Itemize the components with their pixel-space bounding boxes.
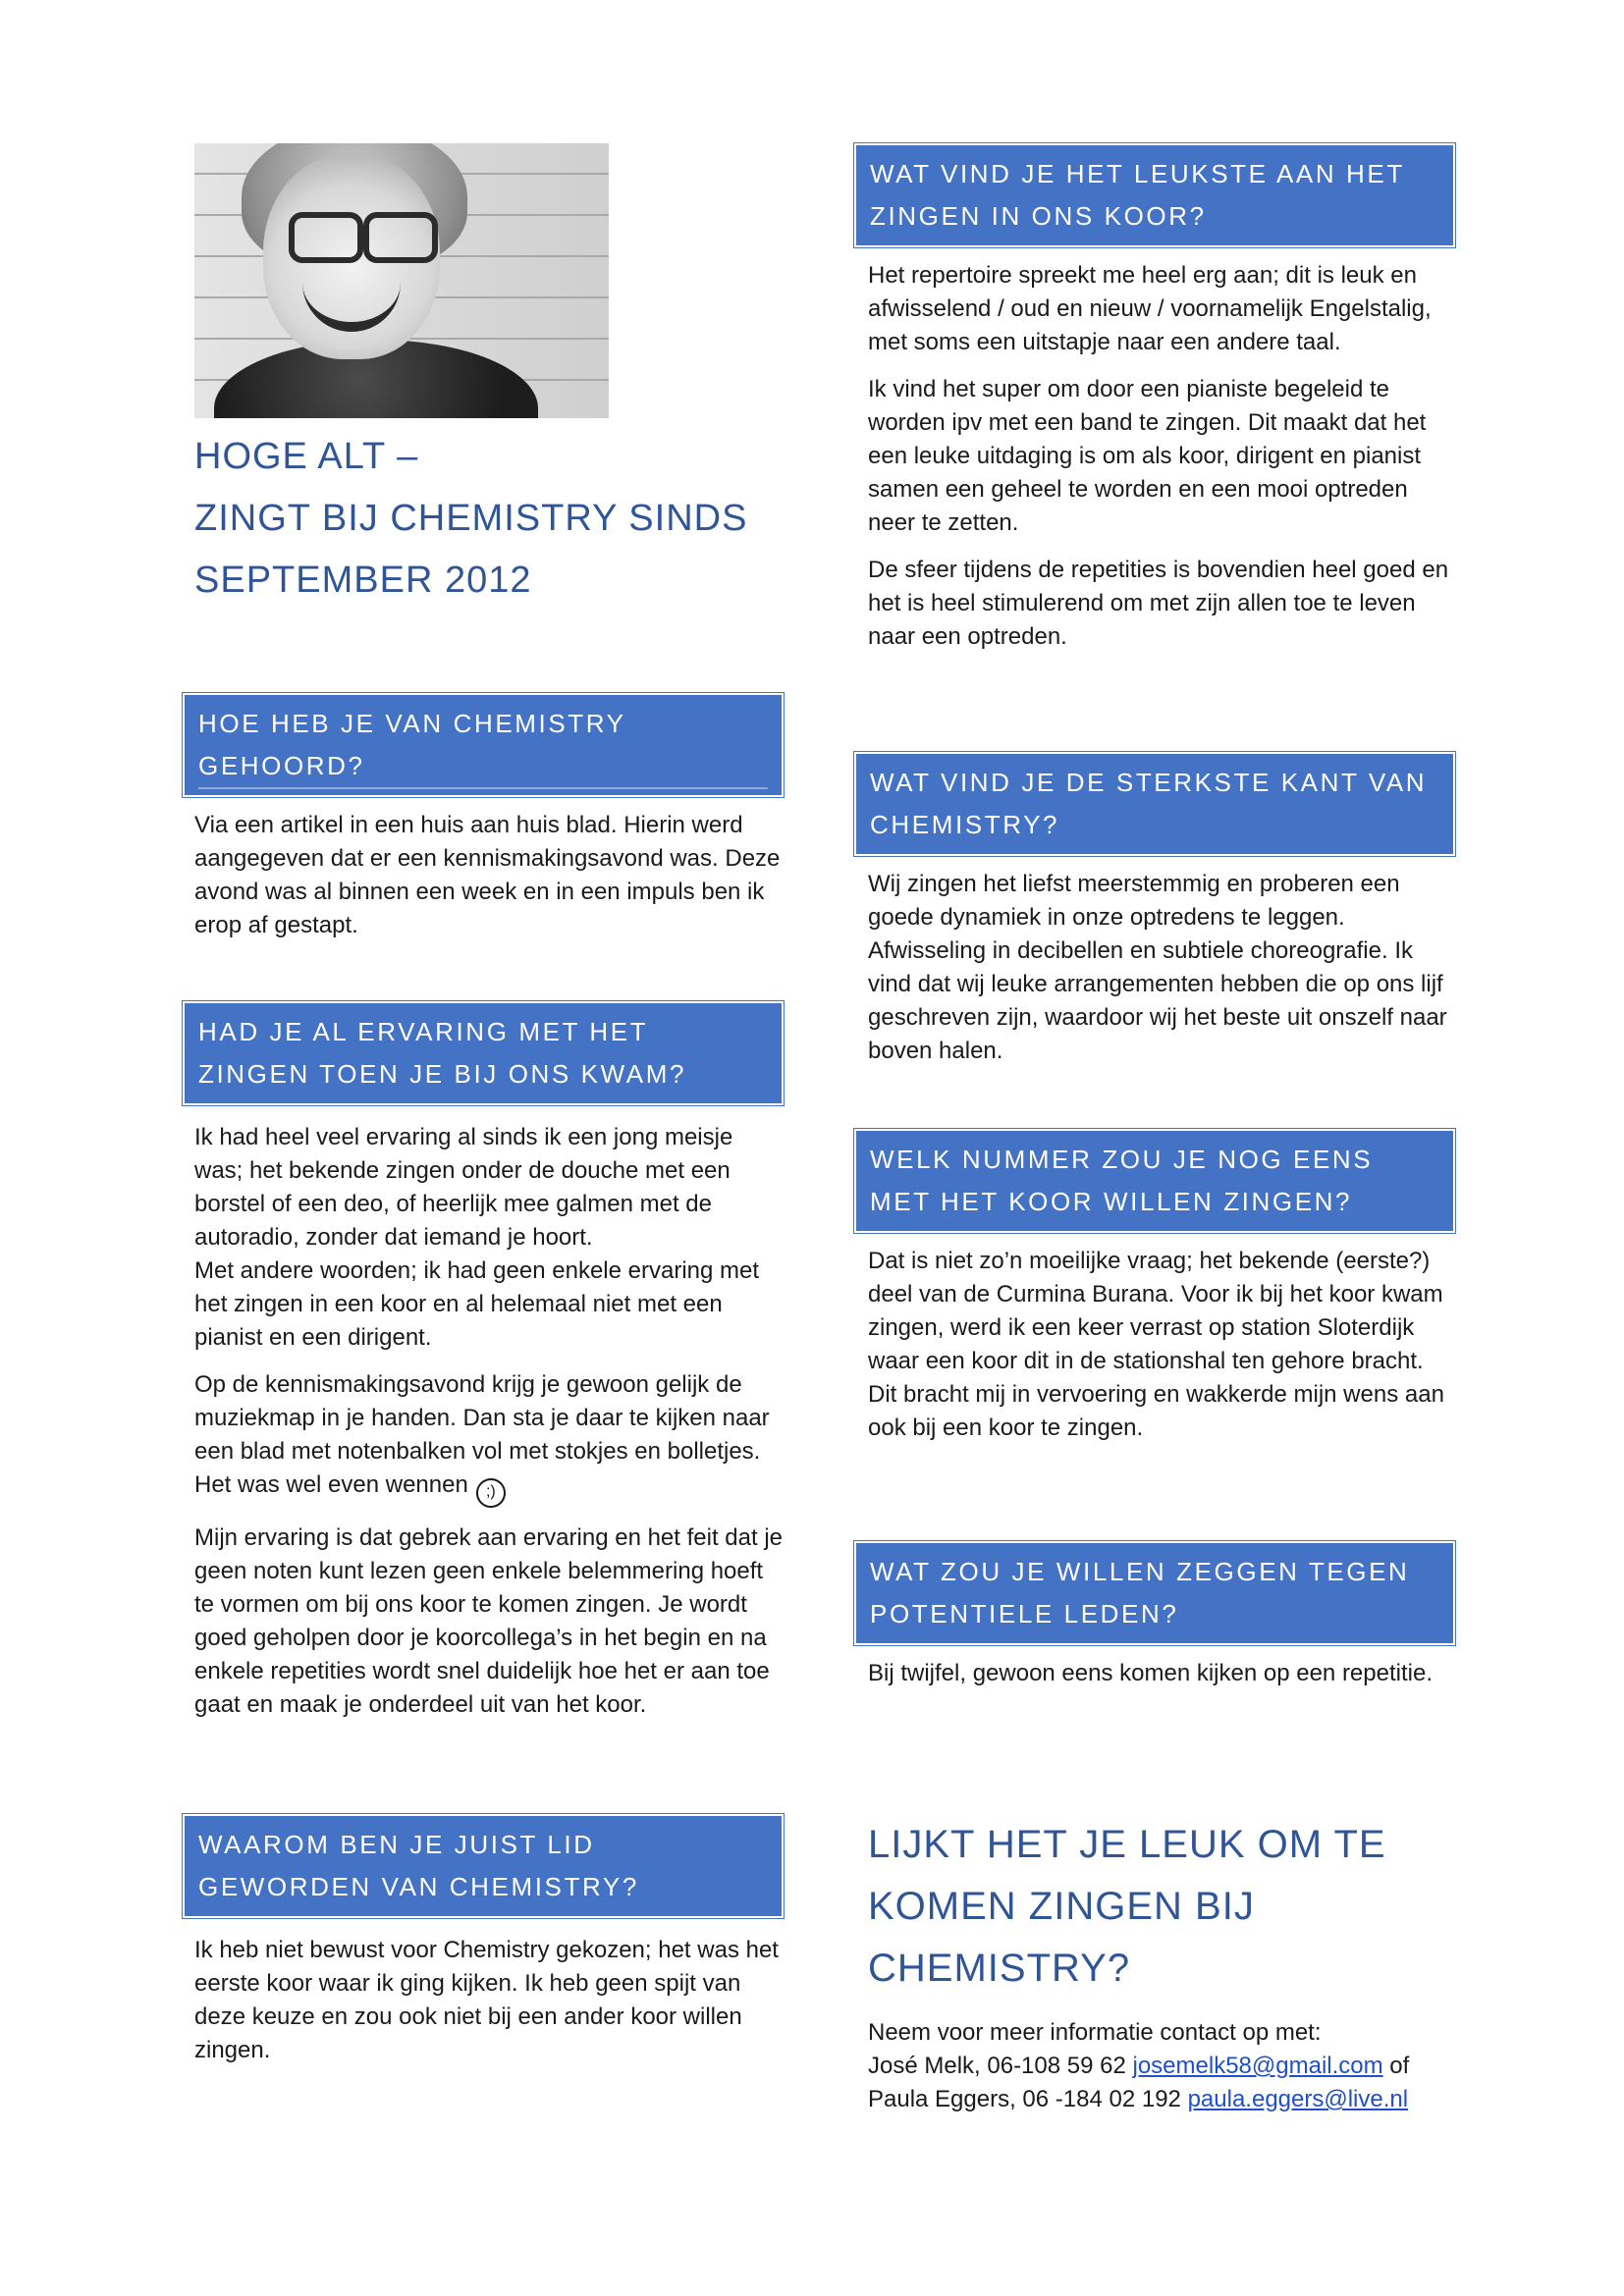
contact-line-paula	[868, 2083, 1457, 2116]
email-link-paula[interactable]: paula.eggers@live.nl	[1187, 2086, 1409, 2112]
answer-song	[868, 1245, 1457, 1459]
answer-paragraph: Mijn ervaring is dat gebrek aan ervaring en het feit dat je geen noten kunt lezen geen enkele belemmering hoeft te vormen om bij ons koor te komen zingen. Je wordt goed geholpen door je koorcollega’s in het begin en na enkele repetities wordt snel duidelijk hoe het er aan toe gaat en maak je onderdeel uit van het koor.	[194, 1524, 784, 1718]
portrait-photo	[194, 143, 609, 418]
cta-title-line: KOMEN ZINGEN BIJ	[868, 1885, 1255, 1928]
question-text: WAAROM BEN JE JUIST LID GEWORDEN VAN CHEMISTRY?	[198, 1830, 639, 1901]
cta-title	[868, 1814, 1457, 2000]
answer-why-joined	[194, 1934, 784, 2081]
question-text: WAT VIND JE DE STERKSTE KANT VAN CHEMISTRY?	[870, 768, 1428, 839]
email-link-jose[interactable]: josemelk58@gmail.com	[1132, 2053, 1383, 2079]
answer-experience	[194, 1121, 784, 1735]
question-text: WAT VIND JE HET LEUKSTE AAN HET ZINGEN IN ONS KOOR?	[870, 159, 1405, 231]
cta-title-line: CHEMISTRY?	[868, 1947, 1131, 1990]
question-box-why-joined	[183, 1814, 784, 1918]
answer-paragraph: Ik vind het super om door een pianiste begeleid te worden ipv met een band te zingen. Dit maakt dat het een leuke uitdaging is om als koor, dirigent en pianist samen een geheel te worden en een mooi optreden neer te zetten.	[868, 376, 1427, 536]
contact-block	[868, 2016, 1457, 2116]
glasses-right	[363, 212, 438, 263]
question-box-song	[854, 1129, 1455, 1233]
answer-text: Op de kennismakingsavond krijg je gewoon gelijk de muziekmap in je handen. Dan sta je daar te kijken naar een blad met notenbalken vol met stokjes en bolletjes. Het was wel even wennen	[194, 1371, 770, 1498]
question-text: WELK NUMMER ZOU JE NOG EENS MET HET KOOR WILLEN ZINGEN?	[870, 1145, 1374, 1216]
question-box-most-fun	[854, 143, 1455, 247]
question-text: HAD JE AL ERVARING MET HET ZINGEN TOEN JE BIJ ONS KWAM?	[198, 1017, 687, 1089]
contact-separator: of	[1382, 2053, 1410, 2079]
question-box-experience	[183, 1001, 784, 1105]
contact-paula-text: Paula Eggers, 06 -184 02 192	[868, 2086, 1188, 2112]
glasses-left	[289, 212, 363, 263]
title-line: SEPTEMBER 2012	[194, 560, 532, 601]
answer-paragraph: Ik heb niet bewust voor Chemistry gekozen; het was het eerste koor waar ik ging kijken. Ik heb geen spijt van deze keuze en zou ook niet bij een ander koor willen zingen.	[194, 1937, 779, 2063]
contact-line-jose	[868, 2050, 1457, 2083]
question-text: HOE HEB JE VAN CHEMISTRY GEHOORD?	[198, 703, 768, 788]
answer-most-fun	[868, 259, 1457, 667]
question-box-strongest	[854, 752, 1455, 856]
answer-heard	[194, 809, 784, 956]
answer-paragraph: Wij zingen het liefst meerstemmig en proberen een goede dynamiek in onze optredens te leggen. Afwisseling in decibellen en subtiele choreografie. Ik vind dat wij leuke arrangementen hebben die op ons lijf geschreven zijn, waardoor wij het beste uit onszelf naar boven halen.	[868, 871, 1447, 1064]
answer-potential-members	[868, 1657, 1457, 1704]
answer-paragraph: Bij twijfel, gewoon eens komen kijken op een repetitie.	[868, 1660, 1433, 1686]
answer-paragraph: Met andere woorden; ik had geen enkele ervaring met het zingen in een koor en al helemaal niet met een pianist en een dirigent.	[194, 1257, 760, 1351]
contact-jose-text: José Melk, 06-108 59 62	[868, 2053, 1133, 2079]
answer-paragraph: Via een artikel in een huis aan huis blad. Hierin werd aangegeven dat er een kennismakingsavond was. Deze avond was al binnen een week en in een impuls ben ik erop af gestapt.	[194, 812, 781, 938]
answer-paragraph: Ik had heel veel ervaring al sinds ik een jong meisje was; het bekende zingen onder de douche met een borstel of een deo, of heerlijk mee galmen met de autoradio, zonder dat iemand je hoort.	[194, 1124, 733, 1251]
answer-paragraph: Het repertoire spreekt me heel erg aan; dit is leuk en afwisselend / oud en nieuw / voornamelijk Engelstalig, met soms een uitstapje naar een andere taal.	[868, 262, 1432, 355]
contact-intro: Neem voor meer informatie contact op met:	[868, 2019, 1322, 2046]
answer-paragraph: Dat is niet zo’n moeilijke vraag; het bekende (eerste?) deel van de Curmina Burana. Voor ik bij het koor kwam zingen, werd ik een keer verrast op station Sloterdijk waar een koor dit in de stationshal ten gehore bracht. Dit bracht mij in vervoering en wakkerde mijn wens aan ook bij een koor te zingen.	[868, 1248, 1444, 1441]
answer-paragraph: De sfeer tijdens de repetities is bovendien heel goed en het is heel stimulerend om met zijn allen toe te leven naar een optreden.	[868, 557, 1449, 650]
cta-title-line: LIJKT HET JE LEUK OM TE	[868, 1823, 1386, 1866]
title-line: ZINGT BIJ CHEMISTRY SINDS	[194, 498, 748, 539]
wink-emoji-icon: ;)	[476, 1478, 506, 1508]
page-title	[194, 426, 803, 612]
question-box-heard	[183, 693, 784, 797]
answer-paragraph	[194, 1368, 784, 1508]
question-text: WAT ZOU JE WILLEN ZEGGEN TEGEN POTENTIELE LEDEN?	[870, 1557, 1410, 1629]
title-line: HOGE ALT –	[194, 436, 419, 477]
answer-strongest	[868, 868, 1457, 1082]
question-box-potential-members	[854, 1541, 1455, 1645]
